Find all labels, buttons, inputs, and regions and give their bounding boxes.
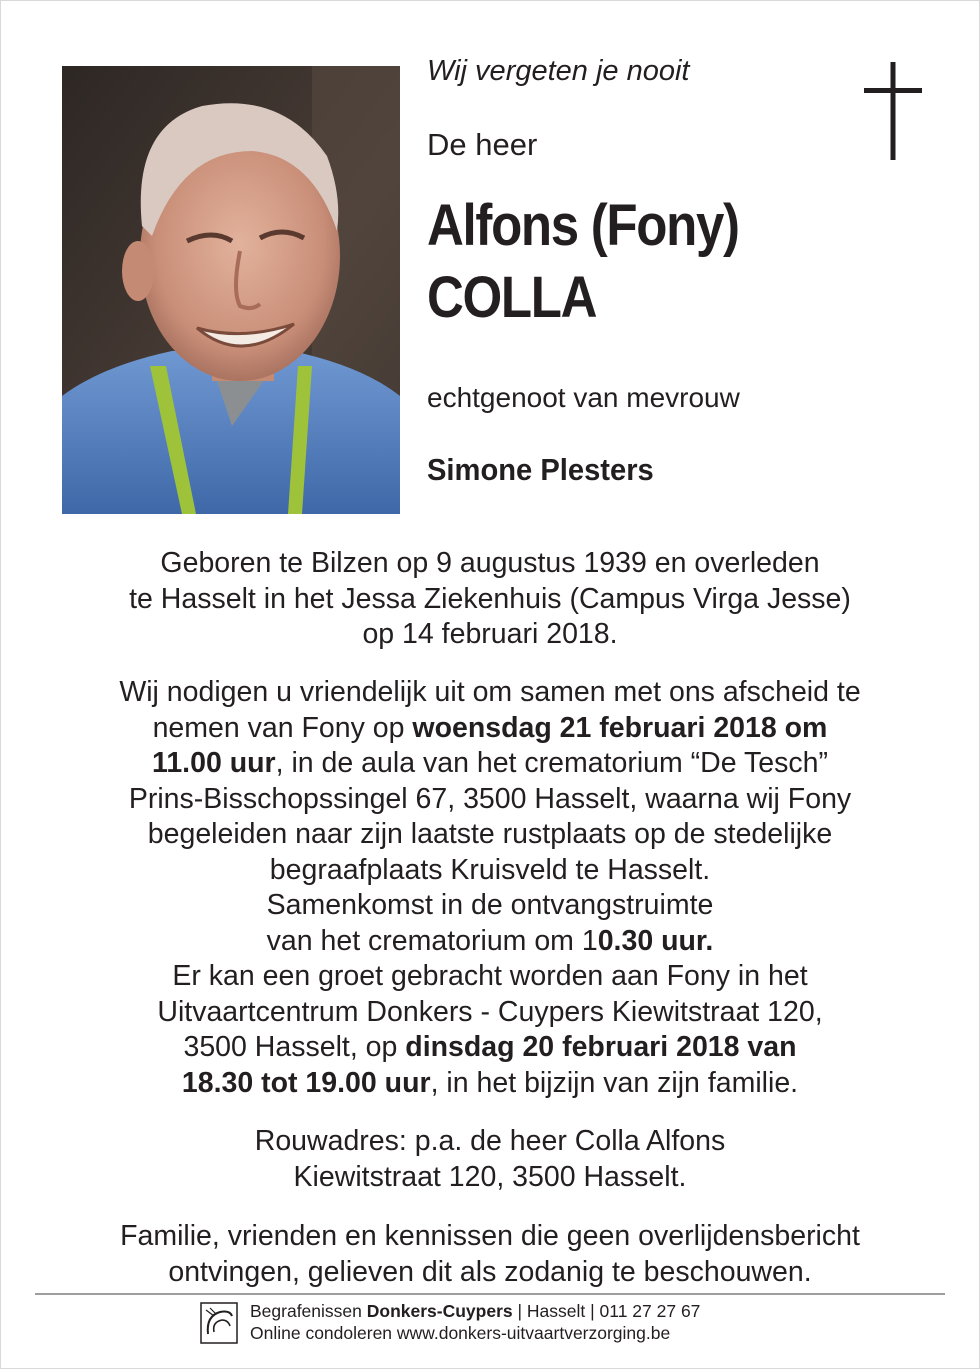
invitation-line: Prins-Bisschopssingel 67, 3500 Hasselt, waarna wij Fony	[128, 782, 852, 815]
birth-line: op 14 februari 2018.	[362, 618, 618, 650]
honorific: De heer	[427, 127, 538, 162]
gathering-time: 0.30 uur.	[597, 924, 714, 957]
visitation-time: 18.30 tot 19.00 uur	[181, 1066, 431, 1099]
ceremony-time: 11.00 uur	[152, 747, 276, 779]
invitation-line: Er kan een groet gebracht worden aan Fony in het	[172, 960, 808, 992]
invitation-line: begeleiden naar zijn laatste rustplaats op de stedelijke	[147, 818, 833, 850]
invitation-paragraph	[60, 675, 920, 1101]
mourning-address	[60, 1124, 920, 1195]
invitation-line: begraafplaats Kruisveld te Hasselt.	[269, 853, 711, 886]
footer-divider	[35, 1293, 945, 1295]
motto: Wij vergeten je nooit	[427, 55, 690, 87]
footer-line-online: Online condoleren www.donkers-uitvaartverzorging.be	[250, 1323, 671, 1343]
invitation-line	[60, 746, 920, 782]
notice-line: Familie, vrienden en kennissen die geen overlijdensbericht	[120, 1220, 860, 1252]
invitation-line	[60, 924, 920, 960]
deceased-name	[427, 190, 805, 334]
birth-death-paragraph	[60, 546, 920, 653]
invitation-text: , in de aula van het crematorium “De Tesch”	[275, 747, 828, 779]
notice-line: ontvingen, gelieven dit als zodanig te beschouwen.	[168, 1255, 812, 1288]
footer-prefix: Begrafenissen	[250, 1301, 367, 1321]
invitation-line: Uitvaartcentrum Donkers - Cuypers Kiewitstraat 120,	[157, 995, 823, 1028]
invitation-line	[60, 1030, 920, 1066]
birth-line: Geboren te Bilzen op 9 augustus 1939 en overleden	[160, 547, 820, 579]
invitation-line: Wij nodigen u vriendelijk uit om samen met ons afscheid te	[119, 676, 861, 708]
invitation-text: van het crematorium om 1	[266, 924, 598, 957]
invitation-text: nemen van Fony op	[152, 711, 413, 744]
funeral-home-logo-icon	[200, 1302, 238, 1344]
address-line: Rouwadres: p.a. de heer Colla Alfons	[254, 1125, 726, 1157]
header-block	[427, 52, 857, 490]
portrait-photo	[62, 66, 400, 514]
spouse-name: Simone Plesters	[427, 452, 654, 487]
invitation-line	[60, 711, 920, 747]
address-line: Kiewitstraat 120, 3500 Hasselt.	[293, 1160, 687, 1193]
birth-line: te Hasselt in het Jessa Ziekenhuis (Campus Virga Jesse)	[129, 582, 851, 615]
notice-paragraph	[60, 1219, 920, 1290]
invitation-text: , in het bijzijn van zijn familie.	[430, 1066, 799, 1099]
ceremony-date: woensdag 21 februari 2018 om	[412, 711, 828, 744]
visitation-date: dinsdag 20 februari 2018 van	[405, 1031, 797, 1063]
footer	[200, 1300, 800, 1350]
cross-icon	[862, 62, 924, 160]
footer-contact: | Hasselt | 011 27 27 67	[512, 1301, 701, 1321]
footer-line-company	[250, 1300, 700, 1322]
deceased-name-line1: Alfons (Fony)	[427, 193, 739, 258]
deceased-name-line2: COLLA	[427, 265, 597, 330]
company-name: Donkers-Cuypers	[366, 1301, 513, 1321]
invitation-text: 3500 Hasselt, op	[183, 1031, 406, 1063]
invitation-line: Samenkomst in de ontvangstruimte	[266, 889, 714, 921]
invitation-line	[60, 1066, 920, 1102]
footer-text	[250, 1300, 700, 1344]
spouse-intro: echtgenoot van mevrouw	[427, 382, 740, 413]
